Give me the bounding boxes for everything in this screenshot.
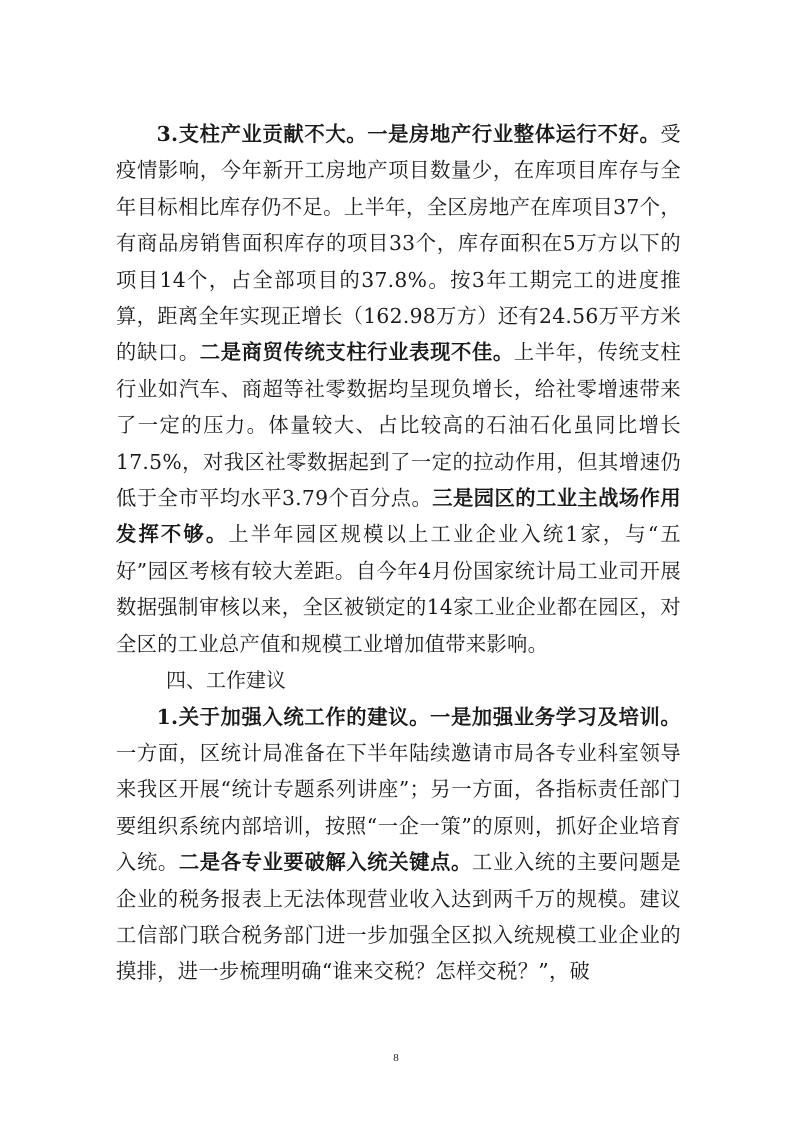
bold-run: 二是商贸传统支柱行业表现不佳。 (199, 340, 514, 365)
paragraph-recommendations (116, 699, 681, 990)
text-run: 上半年园区规模以上工业企业入统1家，与“五好”园区考核有较大差距。自今年4月份国家统计局工业司开展数据强制审核以来，全区被锁定的14家工业企业都在园区，对全区的工业总产值和规模工业增加值带来影响。 (116, 522, 681, 656)
body-text (116, 116, 681, 990)
page-number: 8 (393, 1052, 399, 1064)
paragraph-pillar-industries (116, 116, 681, 662)
bold-run: 1.关于加强入统工作的建议。一是加强业务学习及培训。 (156, 704, 681, 729)
text-run: 受疫情影响，今年新开工房地产项目数量少，在库项目库存与全年目标相比库存仍不足。上半年，全区房地产在库项目37个，有商品房销售面积库存的项目33个，库存面积在5万方以下的项目14个，占全部项目的37.8%。按3年工期完工的进度推算，距离全年实现正增长（162.98万方）还有24.56万平方米的缺口。 (116, 122, 681, 365)
text-run: 一方面，区统计局准备在下半年陆续邀请市局各专业科室领导来我区开展“统计专题系列讲座”；另一方面，各指标责任部门要组织系统内部培训，按照“一企一策”的原则，抓好企业培育入统。 (116, 740, 681, 875)
text-run: 工业入统的主要问题是企业的税务报表上无法体现营业收入达到两千万的规模。建议工信部门联合税务部门进一步加强全区拟入统规模工业企业的摸排，进一步梳理明确“谁来交税？怎样交税？”，破 (116, 850, 681, 984)
section-heading: 四、工作建议 (166, 668, 286, 693)
bold-run: 三是园区的工业主战场作用发挥不够。 (116, 486, 681, 547)
bold-run: 二是各专业要破解入统关键点。 (178, 850, 472, 875)
text-run: 上半年，传统支柱行业如汽车、商超等社零数据均呈现负增长，给社零增速带来了一定的压力。体量较大、占比较高的石油石化虽同比增长17.5%，对我区社零数据起到了一定的拉动作用，但其增速仍低于全市平均水平3.79个百分点。 (116, 340, 681, 511)
bold-run: 3.支柱产业贡献不大。一是房地产行业整体运行不好。 (156, 122, 661, 146)
